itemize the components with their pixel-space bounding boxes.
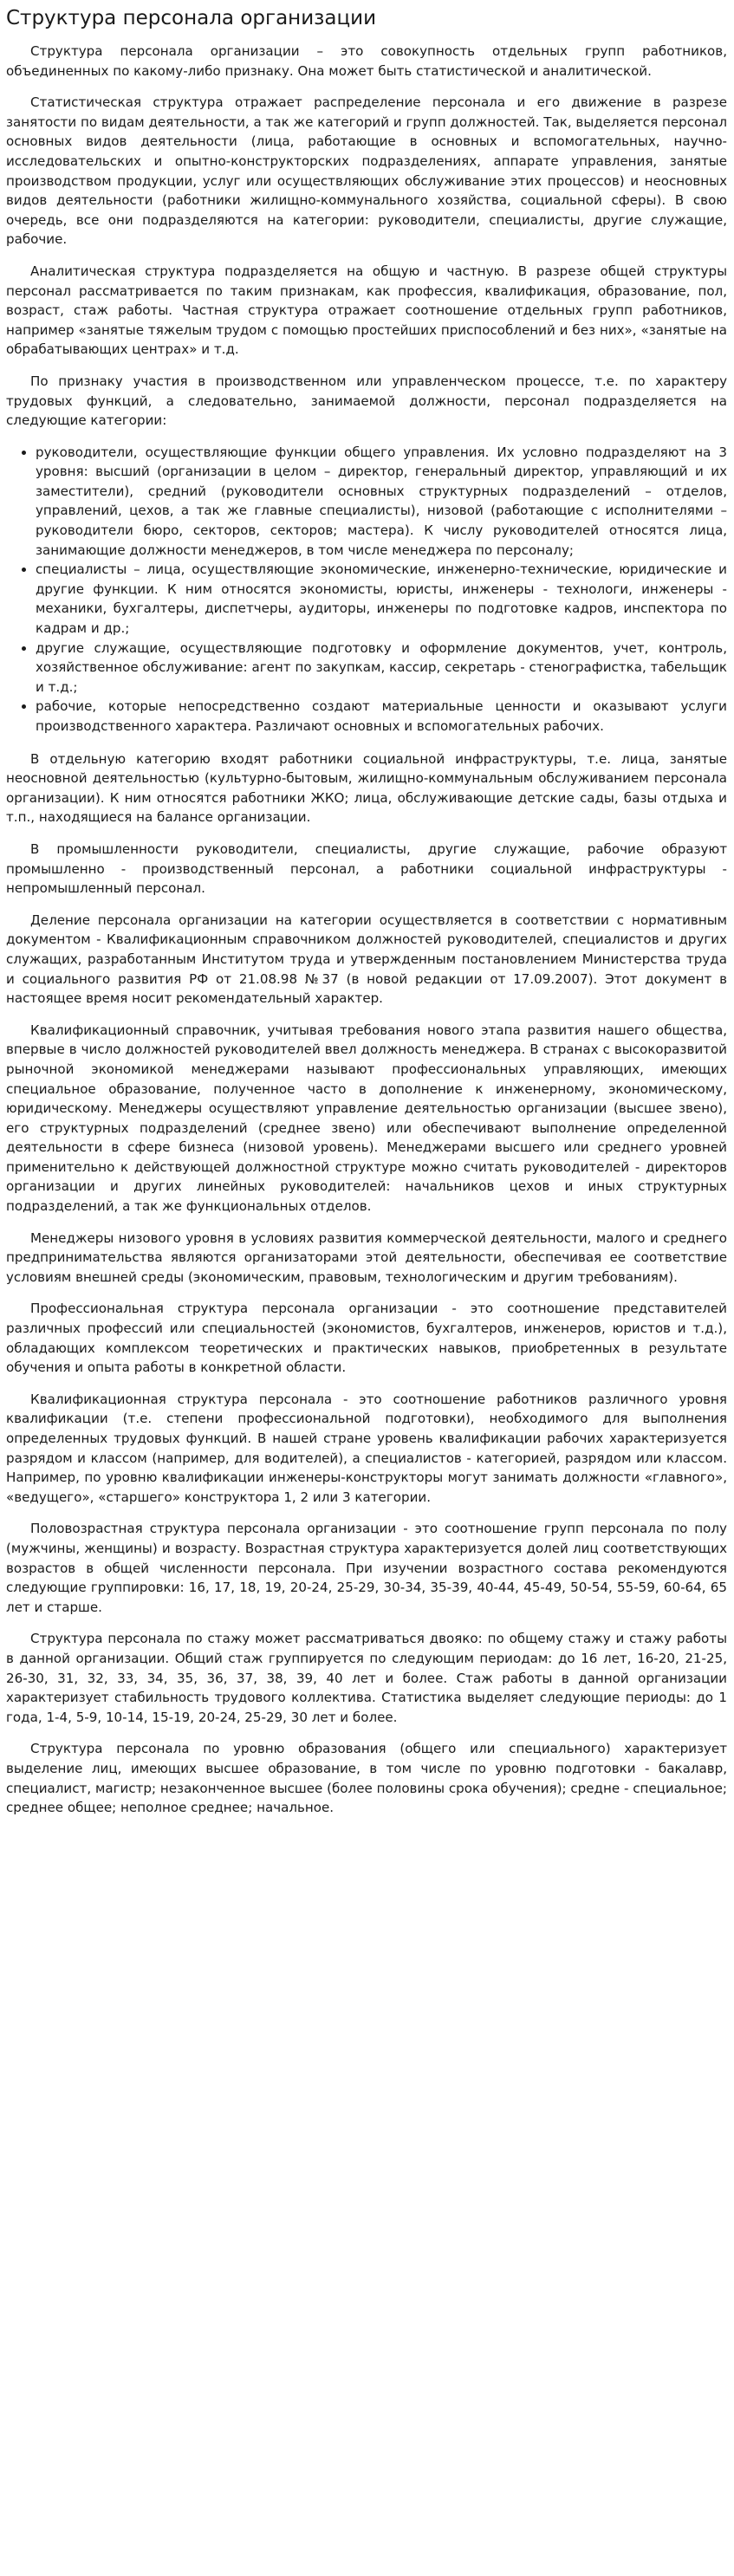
list-item: • другие служащие, осуществляющие подготовку и оформление документов, учет, контроль, хозяйственное обслуживание: агент по закупкам, кассир, секретарь - стенографистка, табельщик и т.д.; <box>36 639 727 698</box>
paragraph-education-structure: Структура персонала по уровню образования (общего или специального) характеризует выделение лиц, имеющих высшее образование, в том числе по уровню подготовки - бакалавр, специалист, магистр; незаконченное высшее (более половины срока обучения); средне - специальное; среднее общее; неполное среднее; начальное. <box>6 1741 727 1816</box>
paragraph-qualification-structure: Квалификационная структура персонала - это соотношение работников различного уровня квалификации (т.е. степени профессиональной подготовки), необходимого для выполнения определенных трудовых функций. В нашей стране уровень квалификации рабочих характеризуется разрядом и классом (например, для водителей), а специалистов - категорией, разрядом или классом. Например, по уровню квалификации инженеры-конструкторы могут занимать должности «главного», «ведущего», «старшего» конструктора 1, 2 или 3 категории. <box>6 1391 727 1505</box>
list-item: • рабочие, которые непосредственно создают материальные ценности и оказывают услуги производственного характера. Различают основных и вспомогательных рабочих. <box>36 697 727 736</box>
paragraph-qualification-handbook: Деление персонала организации на категории осуществляется в соответствии с нормативным документом - Квалификационным справочником должностей руководителей, специалистов и других служащих, разработанным Институтом труда и утвержденным постановлением Министерства труда и социального развития РФ от 21.08.98 №37 (в новой редакции от 17.09.2007). Этот документ в настоящее время носит рекомендательный характер. <box>6 912 727 1007</box>
paragraph-social-infrastructure: В отдельную категорию входят работники социальной инфраструктуры, т.е. лица, занятые неосновной деятельностью (культурно-бытовым, жилищно-коммунальным обслуживанием персонала организации). К ним относятся работники ЖКО; лица, обслуживающие детские сады, базы отдыха и т.п., находящиеся на балансе организации. <box>6 750 727 826</box>
paragraph-statistical-structure: Статистическая структура отражает распределение персонала и его движение в разрезе занятости по видам деятельности, а так же категорий и групп должностей. Так, выделяется персонал основных видов деятельности (лица, работающие в основных и вспомогательных, научно-исследовательских и опытно-конструкторских подразделениях, аппарате управления, занятые производством продукции, услуг или осуществляющих обслуживание этих процессов) и неосновных видов деятельности (работники жилищно-коммунального хозяйства, социальной сферы). В свою очередь, все они подразделяются на категории: руководители, специалисты, другие служащие, рабочие. <box>6 94 727 248</box>
paragraph-definition: Структура персонала организации – это совокупность отдельных групп работников, объединенных по какому-либо признаку. Она может быть статистической и аналитической. <box>6 43 727 79</box>
paragraph-low-level-managers: Менеджеры низового уровня в условиях развития коммерческой деятельности, малого и среднего предпринимательства являются организаторами этой деятельности, обеспечивая ее соответствие условиям внешней среды (экономическим, правовым, технологическим и другим требованиям). <box>6 1230 727 1285</box>
paragraph-analytical-structure: Аналитическая структура подразделяется на общую и частную. В разрезе общей структуры персонал рассматривается по таким признакам, как профессия, квалификация, образование, пол, возраст, стаж работы. Частная структура отражает соотношение отдельных групп работников, например «занятые тяжелым трудом с помощью простейших приспособлений и без них», «занятые на обрабатывающих центрах» и т.д. <box>6 263 727 358</box>
paragraph-industrial-personnel: В промышленности руководители, специалисты, другие служащие, рабочие образуют промышленно - производственный персонал, а работники социальной инфраструктуры - непромышленный персонал. <box>6 840 727 897</box>
list-item: • специалисты – лица, осуществляющие экономические, инженерно-технические, юридические и другие функции. К ним относятся экономисты, юристы, инженеры - технологи, инженеры - механики, бухгалтеры, диспетчеры, аудиторы, инженеры по подготовке кадров, инспектора по кадрам и др.; <box>36 560 727 638</box>
paragraph-managers: Квалификационный справочник, учитывая требования нового этапа развития нашего общества, впервые в число должностей руководителей ввел должность менеджера. В странах с высокоразвитой рыночной экономикой менеджерами называют профессиональных управляющих, имеющих специальное образование, полученное часто в дополнение к инженерному, экономическому, юридическому. Менеджеры осуществляют управление деятельностью организации (высшее звено), его структурных подразделений (среднее звено) или обеспечивают выполнение определенной деятельности в сфере бизнеса (низовой уровень). Менеджерами высшего или среднего уровней применительно к действующей должностной структуре можно считать руководителей - директоров организации и других линейных руководителей: начальников цехов и иных структурных подразделений, а так же функциональных отделов. <box>6 1022 727 1215</box>
paragraph-categories-intro: По признаку участия в производственном или управленческом процессе, т.е. по характеру трудовых функций, а следовательно, занимаемой должности, персонал подразделяется на следующие категории: <box>6 373 727 429</box>
paragraph-experience-structure: Структура персонала по стажу может рассматриваться двояко: по общему стажу и стажу работы в данной организации. Общий стаж группируется по следующим периодам: до 16 лет, 16-20, 21-25, 26-30, 31, 32, 33, 34, 35, 36, 37, 38, 39, 40 лет и более. Стаж работы в данной организации характеризует стабильность трудового коллектива. Статистика выделяет следующие периоды: до 1 года, 1-4, 5-9, 10-14, 15-19, 20-24, 25-29, 30 лет и более. <box>6 1631 727 1725</box>
paragraph-gender-age-structure: Половозрастная структура персонала организации - это соотношение групп персонала по полу (мужчины, женщины) и возрасту. Возрастная структура характеризуется долей лиц соответствующих возрастов в общей численности персонала. При изучении возрастного состава рекомендуются следующие группировки: 16, 17, 18, 19, 20-24, 25-29, 30-34, 35-39, 40-44, 45-49, 50-54, 55-59, 60-64, 65 лет и старше. <box>6 1521 727 1615</box>
page-title: Структура персонала организации <box>6 7 377 29</box>
paragraph-professional-structure: Профессиональная структура персонала организации - это соотношение представителей различных профессий или специальностей (экономистов, бухгалтеров, инженеров, юристов и т.д.), обладающих комплексом теоретических и практических навыков, приобретенных в результате обучения и опыта работы в конкретной области. <box>6 1301 727 1376</box>
list-item: • руководители, осуществляющие функции общего управления. Их условно подразделяют на 3 уровня: высший (организации в целом – директор, генеральный директор, управляющий и их заместители), средний (руководители основных структурных подразделений – отделов, управлений, цехов, а так же главные специалисты), низовой (работающие с исполнителями – руководители бюро, секторов, секторов; мастера). К числу руководителей относятся лица, занимающие должности менеджеров, в том числе менеджера по персоналу; <box>36 443 727 561</box>
categories-list <box>6 443 727 736</box>
